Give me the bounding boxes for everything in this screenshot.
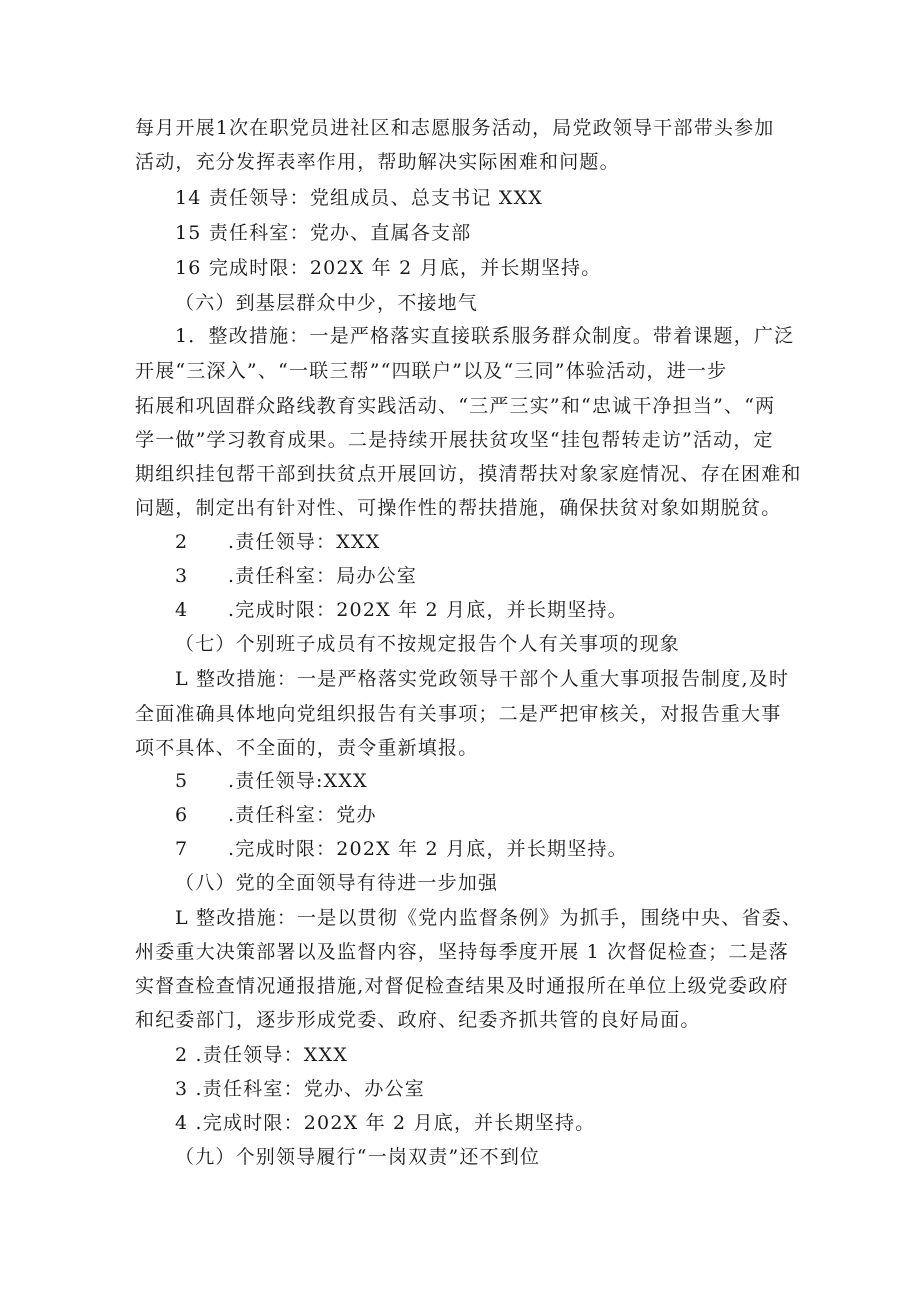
- list-number: 3: [175, 565, 189, 587]
- responsible-leader-line: .责任领导:XXX: [228, 770, 368, 792]
- section-heading: （九）个别领导履行“一岗双责”还不到位: [175, 1146, 541, 1168]
- list-number: 4: [175, 599, 189, 621]
- list-number: 6: [175, 804, 189, 826]
- paragraph-line: 期组织挂包帮干部到扶贫点开展回访，摸清帮扶对象家庭情况、存在困难和: [135, 463, 802, 485]
- paragraph-line: 1．整改措施：一是严格落实直接联系服务群众制度。带着课题，广泛: [175, 325, 795, 347]
- paragraph-line: L 整改措施：一是以贯彻《党内监督条例》为抓手，围绕中央、省委、: [175, 907, 803, 929]
- paragraph-line: 问题，制定出有针对性、可操作性的帮扶措施，确保扶贫对象如期脱贫。: [135, 497, 782, 519]
- list-number: 7: [175, 838, 189, 860]
- paragraph-line: 每月开展1次在职党员进社区和志愿服务活动，局党政领导干部带头参加: [135, 117, 775, 139]
- paragraph-line: 活动，充分发挥表率作用，帮助解决实际困难和问题。: [135, 151, 620, 173]
- paragraph-line: 州委重大决策部署以及监督内容，坚持每季度开展 1 次督促检查；二是落: [135, 941, 789, 963]
- responsible-office-line: 3 .责任科室：党办、办公室: [175, 1078, 425, 1100]
- deadline-line: .完成时限：202X 年 2 月底，并长期坚持。: [228, 838, 628, 860]
- list-number: 5: [175, 770, 189, 792]
- section-heading: （八）党的全面领导有待进一步加强: [175, 872, 499, 894]
- responsible-leader-line: 2 .责任领导：XXX: [175, 1044, 348, 1066]
- section-heading: （七）个别班子成员有不按规定报告个人有关事项的现象: [175, 633, 681, 655]
- responsible-leader-line: .责任领导：XXX: [228, 531, 381, 553]
- paragraph-line: 实督查检查情况通报措施,对督促检查结果及时通报所在单位上级党委政府: [135, 975, 789, 997]
- section-heading: （六）到基层群众中少，不接地气: [175, 292, 479, 314]
- paragraph-line: 学一做”学习教育成果。二是持续开展扶贫攻坚“挂包帮转走访”活动，定: [135, 429, 774, 451]
- paragraph-line: 和纪委部门，逐步形成党委、政府、纪委齐抓共管的良好局面。: [135, 1009, 701, 1031]
- responsible-office-line: .责任科室：局办公室: [228, 565, 418, 587]
- responsible-leader-line: 14 责任领导：党组成员、总支书记 XXX: [175, 187, 544, 209]
- deadline-line: 4 .完成时限：202X 年 2 月底，并长期坚持。: [175, 1112, 596, 1134]
- paragraph-line: L 整改措施：一是严格落实党政领导干部个人重大事项报告制度,及时: [175, 668, 790, 690]
- paragraph-line: 开展“三深入”、“一联三帮”“四联户”以及“三同”体验活动，进一步: [135, 360, 728, 382]
- list-number: 2: [175, 531, 189, 553]
- paragraph-line: 项不具体、不全面的，责令重新填报。: [135, 737, 479, 759]
- deadline-line: 16 完成时限：202X 年 2 月底，并长期坚持。: [175, 257, 602, 279]
- responsible-office-line: 15 责任科室：党办、直属各支部: [175, 222, 472, 244]
- paragraph-line: 全面准确具体地向党组织报告有关事项；二是严把审核关，对报告重大事: [135, 703, 782, 725]
- responsible-office-line: .责任科室：党办: [228, 804, 377, 826]
- deadline-line: .完成时限：202X 年 2 月底，并长期坚持。: [228, 599, 628, 621]
- paragraph-line: 拓展和巩固群众路线教育实践活动、“三严三实”和“忠诚干净担当”、“两: [135, 395, 776, 417]
